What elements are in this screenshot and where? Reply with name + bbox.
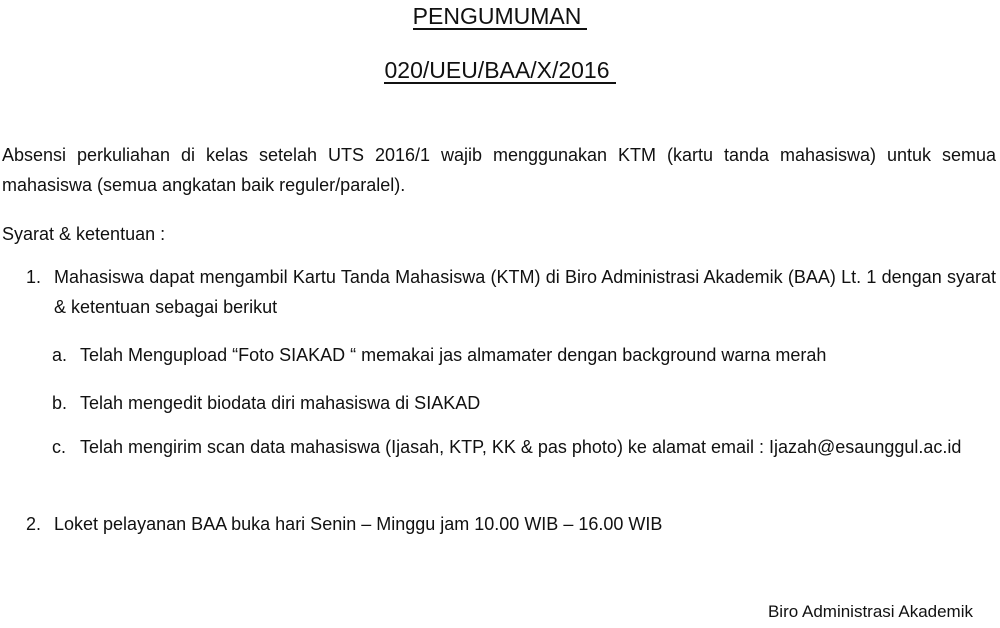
sub-item-b bbox=[52, 388, 998, 418]
list-item-number: 2. bbox=[26, 514, 42, 534]
intro-paragraph: Absensi perkuliahan di kelas setelah UTS 2016/1 wajib menggunakan KTM (kartu tanda mahasiswa) untuk semua mahasiswa (semua angkatan baik reguler/paralel). bbox=[2, 145, 996, 195]
sub-item-text: Telah Mengupload “Foto SIAKAD “ memakai jas almamater dengan background warna merah bbox=[80, 345, 827, 365]
list-item-text: Loket pelayanan BAA buka hari Senin – Minggu jam 10.00 WIB – 16.00 WIB bbox=[54, 514, 663, 534]
document-number-text: 020/UEU/BAA/X/2016 bbox=[384, 58, 615, 84]
sub-item-c bbox=[52, 432, 998, 462]
list-item-1 bbox=[26, 262, 996, 322]
sub-item-letter: c. bbox=[52, 437, 67, 457]
sub-item-letter: a. bbox=[52, 345, 68, 365]
list-item-text: Mahasiswa dapat mengambil Kartu Tanda Mahasiswa (KTM) di Biro Administrasi Akademik (BAA) Lt. 1 dengan syarat & ketentuan sebagai berikut bbox=[54, 267, 996, 317]
list-item-2 bbox=[26, 509, 996, 539]
document-title bbox=[0, 2, 1000, 30]
sub-item-text: Telah mengirim scan data mahasiswa (Ijasah, KTP, KK & pas photo) ke alamat email : Ijazah@esaunggul.ac.id bbox=[80, 437, 962, 457]
document-title-text: PENGUMUMAN bbox=[413, 4, 588, 30]
sub-item-a bbox=[52, 340, 998, 370]
signature: Biro Administrasi Akademik bbox=[767, 602, 973, 621]
sub-item-letter: b. bbox=[52, 393, 68, 413]
sub-item-text: Telah mengedit biodata diri mahasiswa di SIAKAD bbox=[80, 393, 481, 413]
list-item-number: 1. bbox=[26, 267, 42, 287]
document-number bbox=[0, 56, 1000, 84]
syarat-heading: Syarat & ketentuan : bbox=[2, 224, 166, 244]
